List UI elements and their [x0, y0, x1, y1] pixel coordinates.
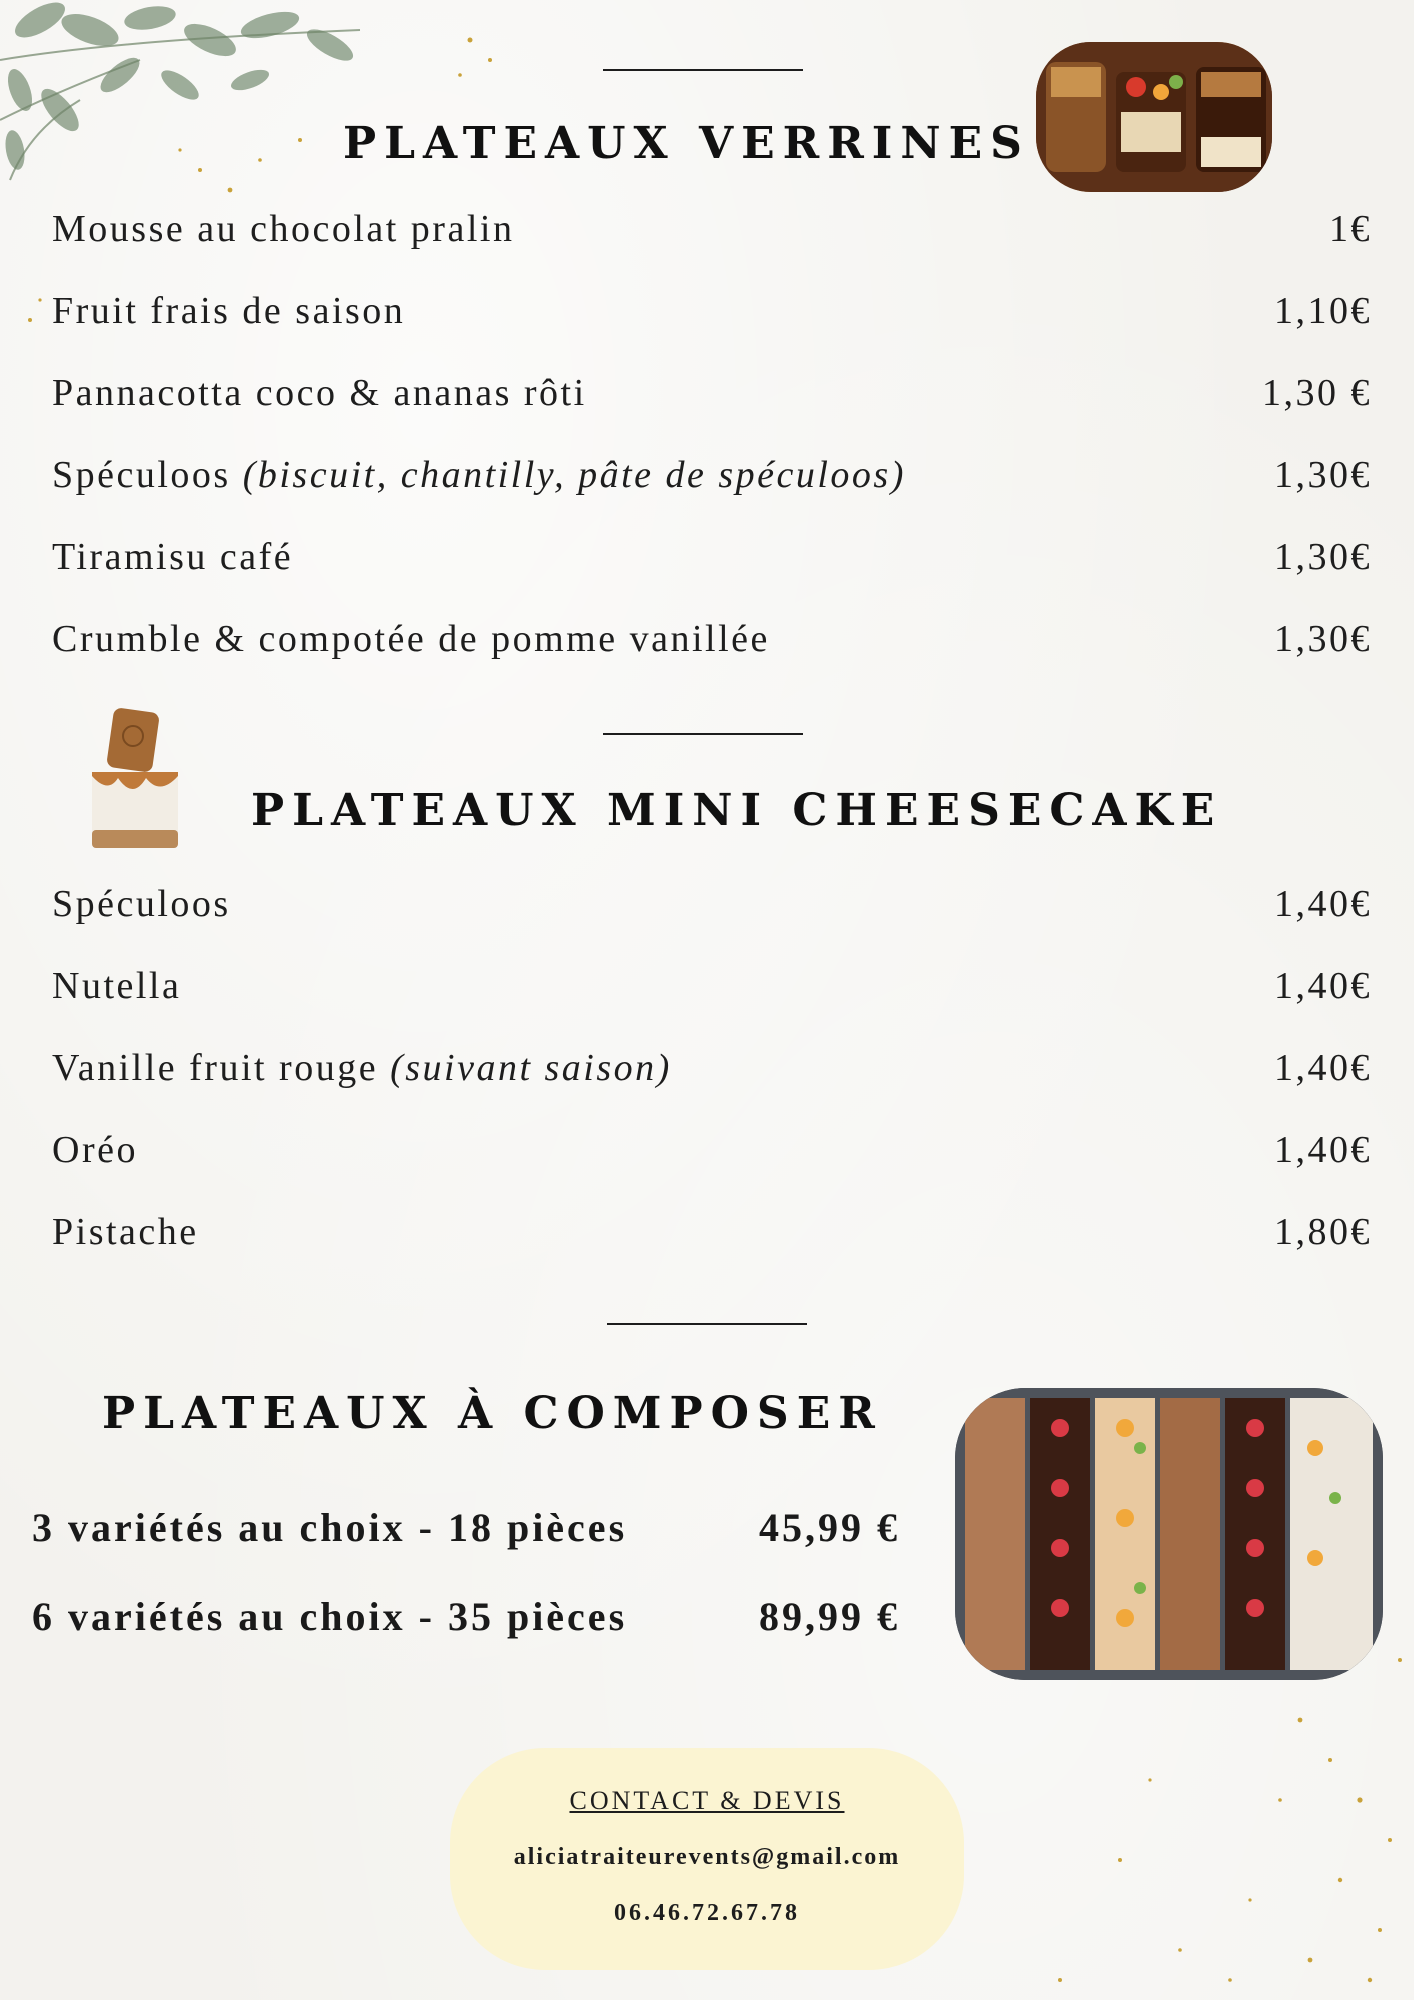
item-name: Pannacotta coco & ananas rôti: [52, 372, 587, 414]
section-divider: [607, 1323, 807, 1325]
verrines-list: [52, 193, 1372, 685]
item-name: Mousse au chocolat pralin: [52, 208, 515, 250]
item-name: Fruit frais de saison: [52, 290, 406, 332]
item-name: Tiramisu café: [52, 536, 294, 578]
composer-option: [32, 1583, 932, 1663]
list-item: [52, 1196, 1372, 1278]
item-price: 1,40€: [1274, 883, 1372, 925]
list-item: [52, 521, 1372, 603]
list-item: [52, 1114, 1372, 1196]
cheesecake-icon: [88, 706, 182, 852]
item-name: Vanille fruit rouge (suivant saison): [52, 1047, 672, 1089]
verrines-title: PLATEAUX VERRINES: [343, 118, 1030, 169]
eucalyptus-leaves-decoration: [0, 0, 370, 200]
list-item: [52, 603, 1372, 685]
composer-option-price: 45,99 €: [759, 1505, 900, 1550]
list-item: [52, 1032, 1372, 1114]
composer-option-label: 3 variétés au choix - 18 pièces: [32, 1505, 628, 1550]
section-divider: [603, 69, 803, 71]
item-price: 1,40€: [1274, 1129, 1372, 1171]
composer-option: [32, 1494, 932, 1574]
composer-platter-photo: [955, 1388, 1383, 1680]
list-item: [52, 357, 1372, 439]
cheesecake-list: [52, 868, 1372, 1278]
contact-phone[interactable]: 06.46.72.67.78: [614, 1900, 800, 1926]
item-price: 1,40€: [1274, 1047, 1372, 1089]
list-item: [52, 439, 1372, 521]
cheesecake-title: PLATEAUX MINI CHEESECAKE: [251, 785, 1223, 836]
list-item: [52, 868, 1372, 950]
contact-title: CONTACT & DEVIS: [569, 1786, 845, 1815]
item-price: 1€: [1329, 208, 1372, 250]
item-price: 1,30€: [1274, 454, 1372, 496]
item-price: 1,30€: [1274, 618, 1372, 660]
item-name: Spéculoos (biscuit, chantilly, pâte de spéculoos): [52, 454, 906, 496]
contact-card: [450, 1748, 964, 1970]
item-price: 1,30 €: [1262, 372, 1372, 414]
list-item: [52, 950, 1372, 1032]
composer-option-label: 6 variétés au choix - 35 pièces: [32, 1594, 628, 1639]
item-price: 1,40€: [1274, 965, 1372, 1007]
composer-title: PLATEAUX À COMPOSER: [102, 1388, 883, 1439]
item-price: 1,80€: [1274, 1211, 1372, 1253]
item-price: 1,30€: [1274, 536, 1372, 578]
item-name: Oréo: [52, 1129, 138, 1171]
item-name: Pistache: [52, 1211, 199, 1253]
item-name: Spéculoos: [52, 883, 231, 925]
list-item: [52, 275, 1372, 357]
item-name: Nutella: [52, 965, 182, 1007]
item-price: 1,10€: [1274, 290, 1372, 332]
item-name: Crumble & compotée de pomme vanillée: [52, 618, 770, 660]
section-divider: [603, 733, 803, 735]
composer-option-price: 89,99 €: [759, 1594, 900, 1639]
list-item: [52, 193, 1372, 275]
verrines-photo: [1036, 42, 1272, 192]
contact-email[interactable]: aliciatraiteurevents@gmail.com: [513, 1844, 901, 1870]
